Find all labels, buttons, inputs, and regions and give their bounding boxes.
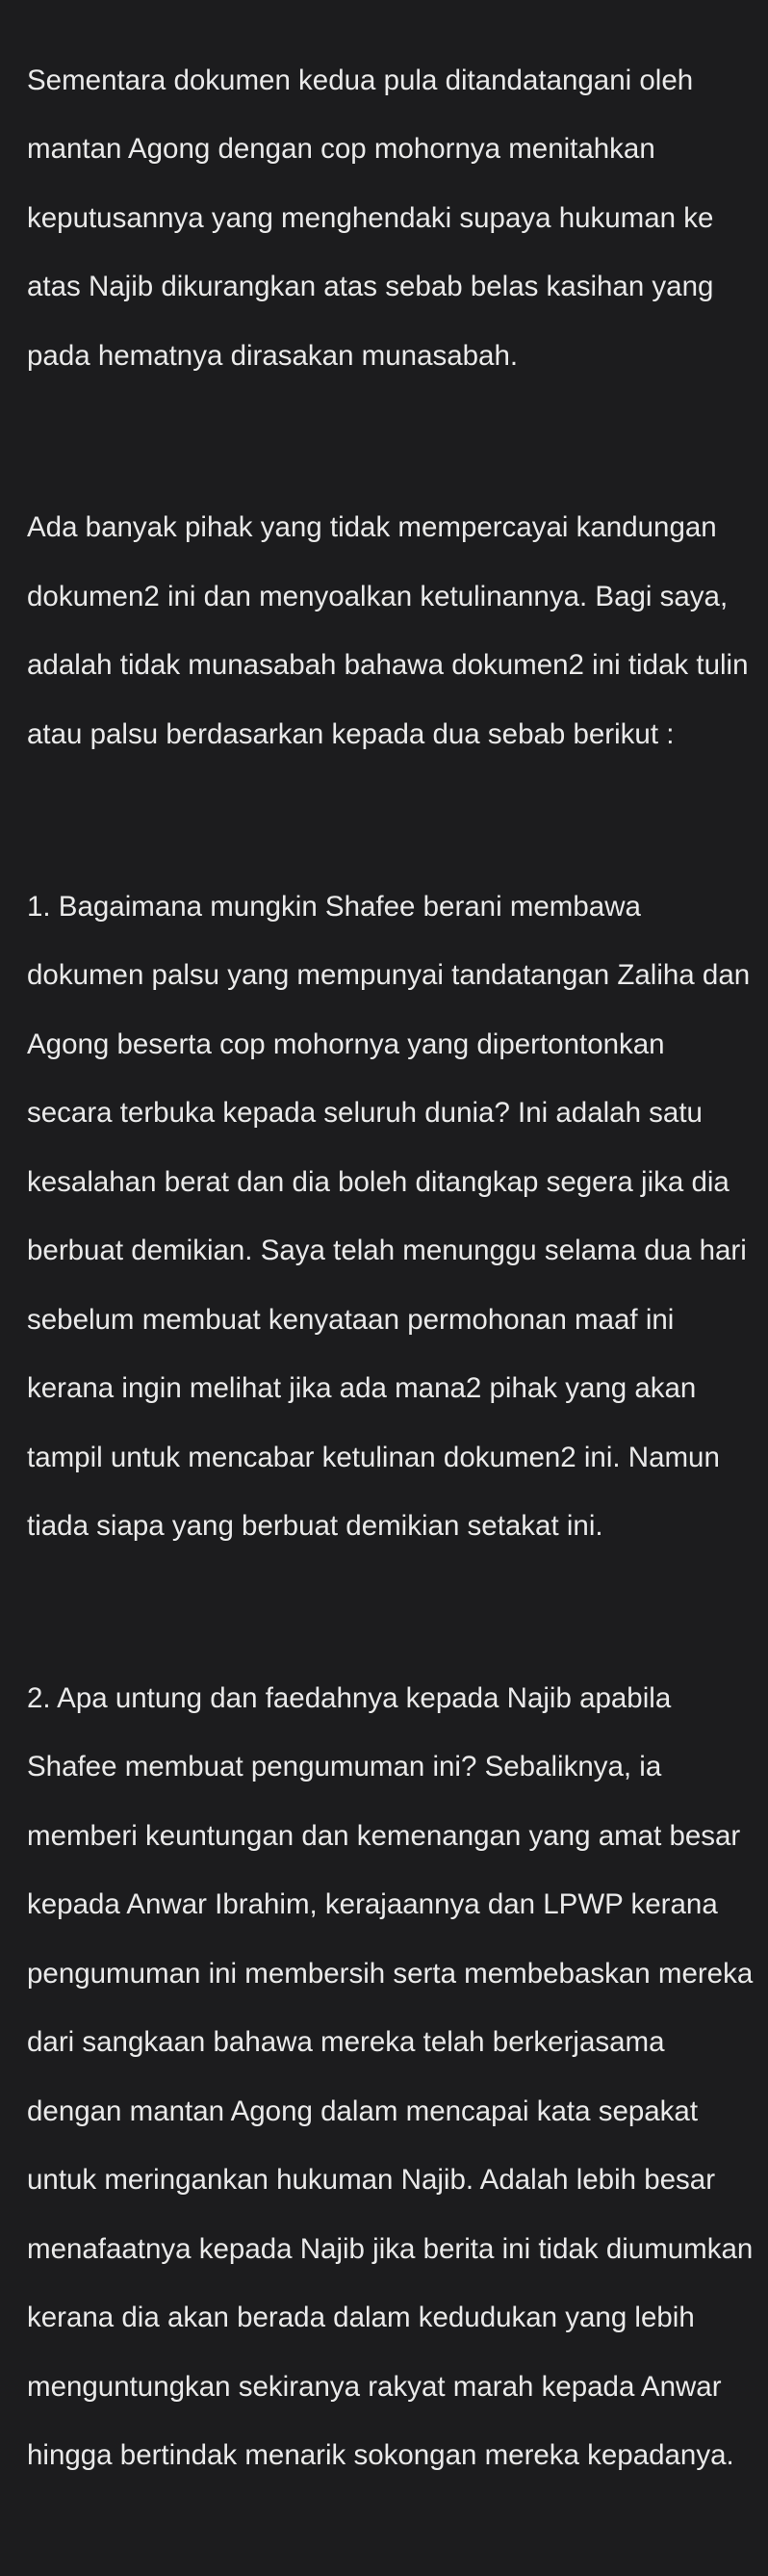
text-line: atas Najib dikurangkan atas sebab belas kasihan yang: [27, 271, 714, 302]
text-line: keputusannya yang menghendaki supaya hukuman ke: [27, 201, 714, 234]
paragraph-4: [27, 1647, 762, 2508]
text-line: Agong beserta cop mohornya yang dipertontonkan: [27, 1028, 665, 1060]
text-line: memberi keuntungan dan kemenangan yang amat besar: [27, 1819, 741, 1852]
text-line: menafaatnya kepada Najib jika berita ini tidak diumumkan: [27, 2232, 754, 2265]
paragraph-1: [27, 29, 762, 407]
text-line: tiada siapa yang berbuat demikian setakat ini.: [27, 1510, 603, 1542]
post-body: [27, 0, 762, 2576]
text-line: Shafee membuat pengumuman ini? Sebaliknya, ia: [27, 1751, 662, 1783]
text-line: dengan mantan Agong dalam mencapai kata sepakat: [27, 2095, 699, 2127]
text-line: pengumuman ini membersih serta membebaskan mereka: [27, 1957, 754, 1990]
text-line: tampil untuk mencabar ketulinan dokumen2 ini. Namun: [27, 1441, 720, 1473]
text-line: atau palsu berdasarkan kepada dua sebab berikut :: [27, 717, 675, 750]
text-line: berbuat demikian. Saya telah menunggu selama dua hari: [27, 1235, 747, 1266]
text-line: secara terbuka kepada seluruh dunia? Ini adalah satu: [27, 1097, 703, 1129]
text-line: dari sangkaan bahawa mereka telah berkerjasama: [27, 2026, 665, 2059]
paragraph-3: [27, 855, 762, 1578]
text-line: kerana dia akan berada dalam kedudukan yang lebih: [27, 2302, 695, 2334]
text-line: untuk meringankan hukuman Najib. Adalah lebih besar: [27, 2164, 716, 2197]
text-line: sebelum membuat kenyataan permohonan maaf ini: [27, 1303, 675, 1336]
text-line: 2. Apa untung dan faedahnya kepada Najib apabila: [27, 1681, 672, 1714]
text-line: kepada Anwar Ibrahim, kerajaannya dan LPWP kerana: [27, 1888, 718, 1921]
paragraph-2: [27, 477, 762, 787]
text-line: hingga bertindak menarik sokongan mereka kepadanya.: [27, 2439, 734, 2472]
text-line: menguntungkan sekiranya rakyat marah kepada Anwar: [27, 2370, 722, 2403]
text-line: pada hematnya dirasakan munasabah.: [27, 339, 519, 372]
text-line: dokumen2 ini dan menyoalkan ketulinannya. Bagi saya,: [27, 580, 729, 612]
text-line: adalah tidak munasabah bahawa dokumen2 ini tidak tulin: [27, 649, 749, 682]
text-line: 1. Bagaimana mungkin Shafee berani membawa: [27, 890, 641, 923]
text-line: mantan Agong dengan cop mohornya menitahkan: [27, 133, 655, 165]
text-line: dokumen palsu yang mempunyai tandatangan Zaliha dan: [27, 959, 751, 991]
text-line: kesalahan berat dan dia boleh ditangkap segera jika dia: [27, 1165, 730, 1198]
text-line: Sementara dokumen kedua pula ditandatangani oleh: [27, 64, 694, 96]
text-line: kerana ingin melihat jika ada mana2 pihak yang akan: [27, 1372, 697, 1404]
text-line: Ada banyak pihak yang tidak mempercayai kandungan: [27, 511, 717, 544]
